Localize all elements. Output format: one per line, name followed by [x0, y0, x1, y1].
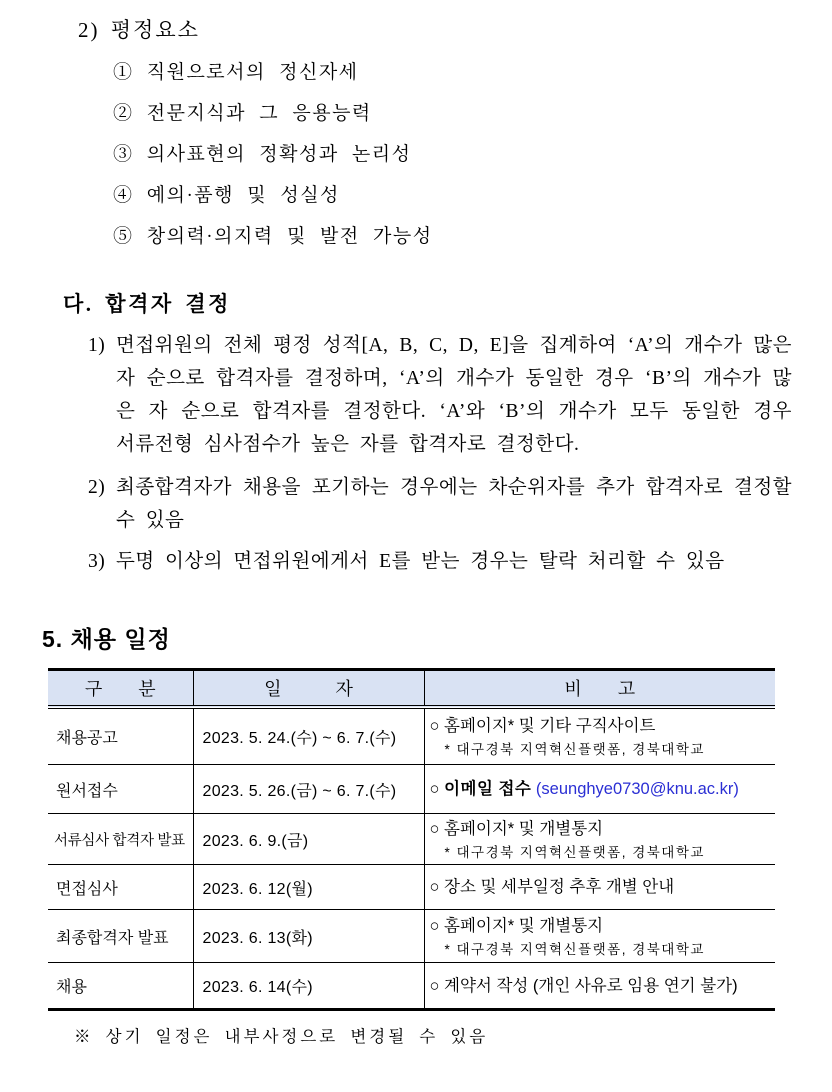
remark-prefix: ○: [429, 780, 445, 798]
rating-item-2: ② 전문지식과 그 응용능력: [113, 103, 372, 124]
remark-sub: * 대구경북 지역혁신플랫폼, 경북대학교: [444, 741, 705, 757]
table-row: [48, 963, 775, 1010]
rating-item-5: ⑤ 창의력·의지력 및 발전 가능성: [113, 226, 433, 247]
row-date: 2023. 5. 26.(금) ~ 6. 7.(수): [193, 765, 424, 814]
row-date: 2023. 5. 24.(수) ~ 6. 7.(수): [193, 707, 424, 765]
row-remark: [424, 707, 775, 765]
row-category: 면접심사: [48, 865, 193, 910]
table-row: [48, 865, 775, 910]
remark-sub: * 대구경북 지역혁신플랫폼, 경북대학교: [444, 941, 705, 957]
decision-item-3: [88, 545, 792, 578]
rating-factors-heading: 2) 평정요소: [78, 18, 200, 42]
document-page: [0, 16, 832, 1092]
email-link[interactable]: (seunghye0730@knu.ac.kr): [531, 780, 739, 798]
schedule-footnote: ※ 상기 일정은 내부사정으로 변경될 수 있음: [74, 1027, 489, 1046]
table-row: [48, 910, 775, 963]
decision-item-2: [88, 471, 792, 537]
rating-item-1: ① 직원으로서의 정신자세: [113, 62, 359, 83]
pass-decision-heading: 다. 합격자 결정: [63, 292, 231, 316]
table-row: [48, 814, 775, 865]
row-category: 원서접수: [48, 765, 193, 814]
email-receipt-label: 이메일 접수: [444, 780, 532, 798]
row-category: 서류심사 합격자 발표: [48, 814, 193, 865]
decision-item-text: 면접위원의 전체 평정 성적[A, B, C, D, E]을 집계하여 ‘A’의 개수가 많은 자 순으로 합격자를 결정하며, ‘A’의 개수가 동일한 경우 ‘B’의 개수가 많은 자 순으로 합격자를 결정한다. ‘A’와 ‘B’의 개수가 모두 동일한 경우 서류전형 심사점수가 높은 자를 합격자로 결정한다.: [116, 335, 792, 455]
table-row: [48, 765, 775, 814]
list-number: 1): [88, 335, 106, 356]
row-remark: [424, 865, 775, 910]
remark-main: ○ 홈페이지* 및 개별통지: [429, 916, 604, 935]
row-category: 채용공고: [48, 707, 193, 765]
remark-main: ○ 홈페이지* 및 기타 구직사이트: [429, 716, 656, 735]
remark-main: ○ 계약서 작성 (개인 사유로 임용 연기 불가): [429, 976, 738, 995]
remark-sub: * 대구경북 지역혁신플랫폼, 경북대학교: [444, 844, 705, 860]
decision-item-text: 두명 이상의 면접위원에게서 E를 받는 경우는 탈락 처리할 수 있음: [116, 551, 725, 572]
list-number: 2): [88, 477, 106, 498]
row-date: 2023. 6. 12(월): [193, 865, 424, 910]
col-header-remark: 비 고: [424, 670, 775, 707]
row-category: 채용: [48, 963, 193, 1010]
rating-item-3: ③ 의사표현의 정확성과 논리성: [113, 144, 412, 165]
row-date: 2023. 6. 9.(금): [193, 814, 424, 865]
list-number: 3): [88, 551, 106, 572]
decision-item-text: 최종합격자가 채용을 포기하는 경우에는 차순위자를 추가 합격자로 결정할 수 있음: [116, 477, 792, 531]
remark-main: [430, 778, 774, 800]
schedule-table: [48, 668, 775, 1011]
table-row: [48, 707, 775, 765]
col-header-date: 일 자: [193, 670, 424, 707]
remark-main: ○ 장소 및 세부일정 추후 개별 안내: [429, 878, 675, 896]
row-date: 2023. 6. 14(수): [193, 963, 424, 1010]
row-remark: [424, 910, 775, 963]
col-header-category: 구 분: [48, 670, 193, 707]
remark-main: ○ 홈페이지* 및 개별통지: [429, 819, 604, 838]
rating-item-4: ④ 예의·품행 및 성실성: [113, 185, 340, 206]
row-date: 2023. 6. 13(화): [193, 910, 424, 963]
row-category: 최종합격자 발표: [48, 910, 193, 963]
table-header-row: [48, 670, 775, 707]
row-remark: [424, 963, 775, 1010]
row-remark: [424, 814, 775, 865]
row-remark: [424, 765, 775, 814]
decision-item-1: [88, 329, 792, 461]
schedule-section-heading: 5. 채용 일정: [42, 626, 171, 652]
